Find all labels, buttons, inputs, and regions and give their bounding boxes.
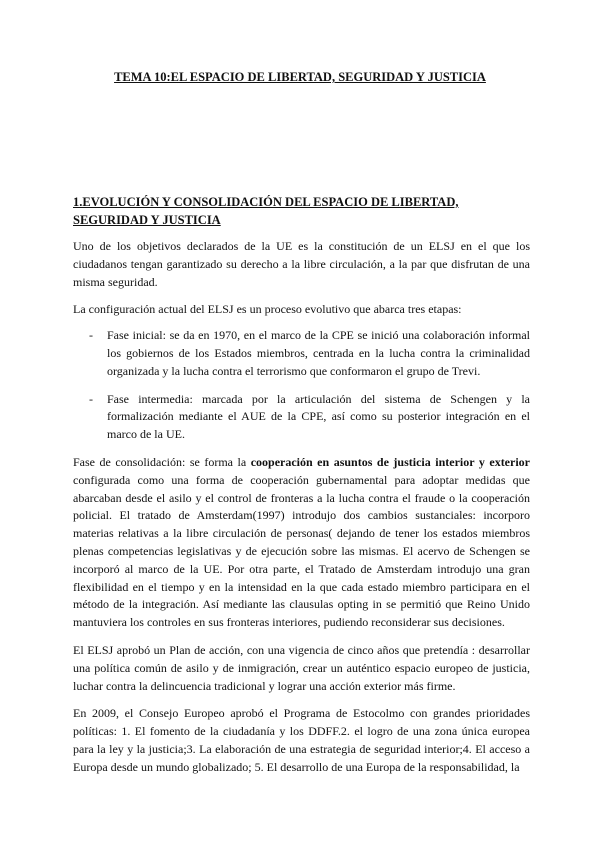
consolidation-lead: Fase de consolidación: se forma la <box>73 454 251 469</box>
document-title: TEMA 10:EL ESPACIO DE LIBERTAD, SEGURIDAD Y JUSTICIA <box>114 70 486 84</box>
stages-list <box>73 327 530 444</box>
document-body <box>73 238 530 787</box>
paragraph-stockholm: En 2009, el Consejo Europeo aprobó el Programa de Estocolmo con grandes prioridades políticas: 1. El fomento de la ciudadanía y los DDFF.2. el logro de una zona única europea para la ley y la justicia;3. La elaboración de una estrategia de seguridad interior;4. El acceso a Europa desde un mundo globalizado; 5. El desarrollo de una Europa de la responsabilidad, la <box>73 706 530 774</box>
list-item <box>73 391 530 444</box>
list-item-text: Fase intermedia: marcada por la articulación del sistema de Schengen y la formalización mediante el AUE de la CPE, así como su posterior integración en el marco de la UE. <box>107 391 530 442</box>
paragraph-stages: La configuración actual del ELSJ es un proceso evolutivo que abarca tres etapas: <box>73 302 462 317</box>
consolidation-bold-term: cooperación en asuntos de justicia interior y exterior <box>250 454 530 469</box>
consolidation-rest: configurada como una forma de cooperación gubernamental para adoptar medidas que abarcaban desde el asilo y el control de fronteras a la lucha contra el fraude o la cooperación policial. El tratado de Amsterdam(1997) introdujo dos cambios sustanciales: incorporo materias relativas a la libre circulación de personas( dejando de tener los estados miembros plenas competencias legislativas y de ejecución sobre las mismas. El acervo de Schengen se incorporó al marco de la UE. Por otra parte, el Tratado de Amsterdam introdujo una gran flexibilidad en el tiempo y en la intensidad en la que cada estado miembro participara en el método de la integración. Así mediante las clausulas opting in se permitió que Reino Unido mantuviera los controles en sus fronteras interiores, pudiendo reconsiderar sus decisiones. <box>73 472 530 630</box>
paragraph-consolidation <box>73 454 530 632</box>
paragraph-intro: Uno de los objetivos declarados de la UE es la constitución de un ELSJ en el que los ciudadanos tengan garantizado su derecho a la libre circulación, a la par que disfrutan de una misma seguridad. <box>73 239 530 289</box>
list-dash: - <box>89 391 93 406</box>
list-item-text: Fase inicial: se da en 1970, en el marco de la CPE se inició una colaboración informal los gobiernos de los Estados miembros, centrada en la lucha contra la criminalidad organizada y la lucha contra el terrorismo que conformaron el grupo de Trevi. <box>107 328 530 378</box>
section-heading: 1.EVOLUCIÓN Y CONSOLIDACIÓN DEL ESPACIO DE LIBERTAD, SEGURIDAD Y JUSTICIA <box>73 195 459 227</box>
list-item <box>73 327 530 380</box>
paragraph-action-plan: El ELSJ aprobó un Plan de acción, con una vigencia de cinco años que pretendía : desarrollar una política común de asilo y de inmigración, crear un auténtico espacio europeo de justicia, luchar contra la delincuencia tradicional y lograr una acción exterior más firme. <box>73 642 530 693</box>
list-dash: - <box>89 328 93 343</box>
